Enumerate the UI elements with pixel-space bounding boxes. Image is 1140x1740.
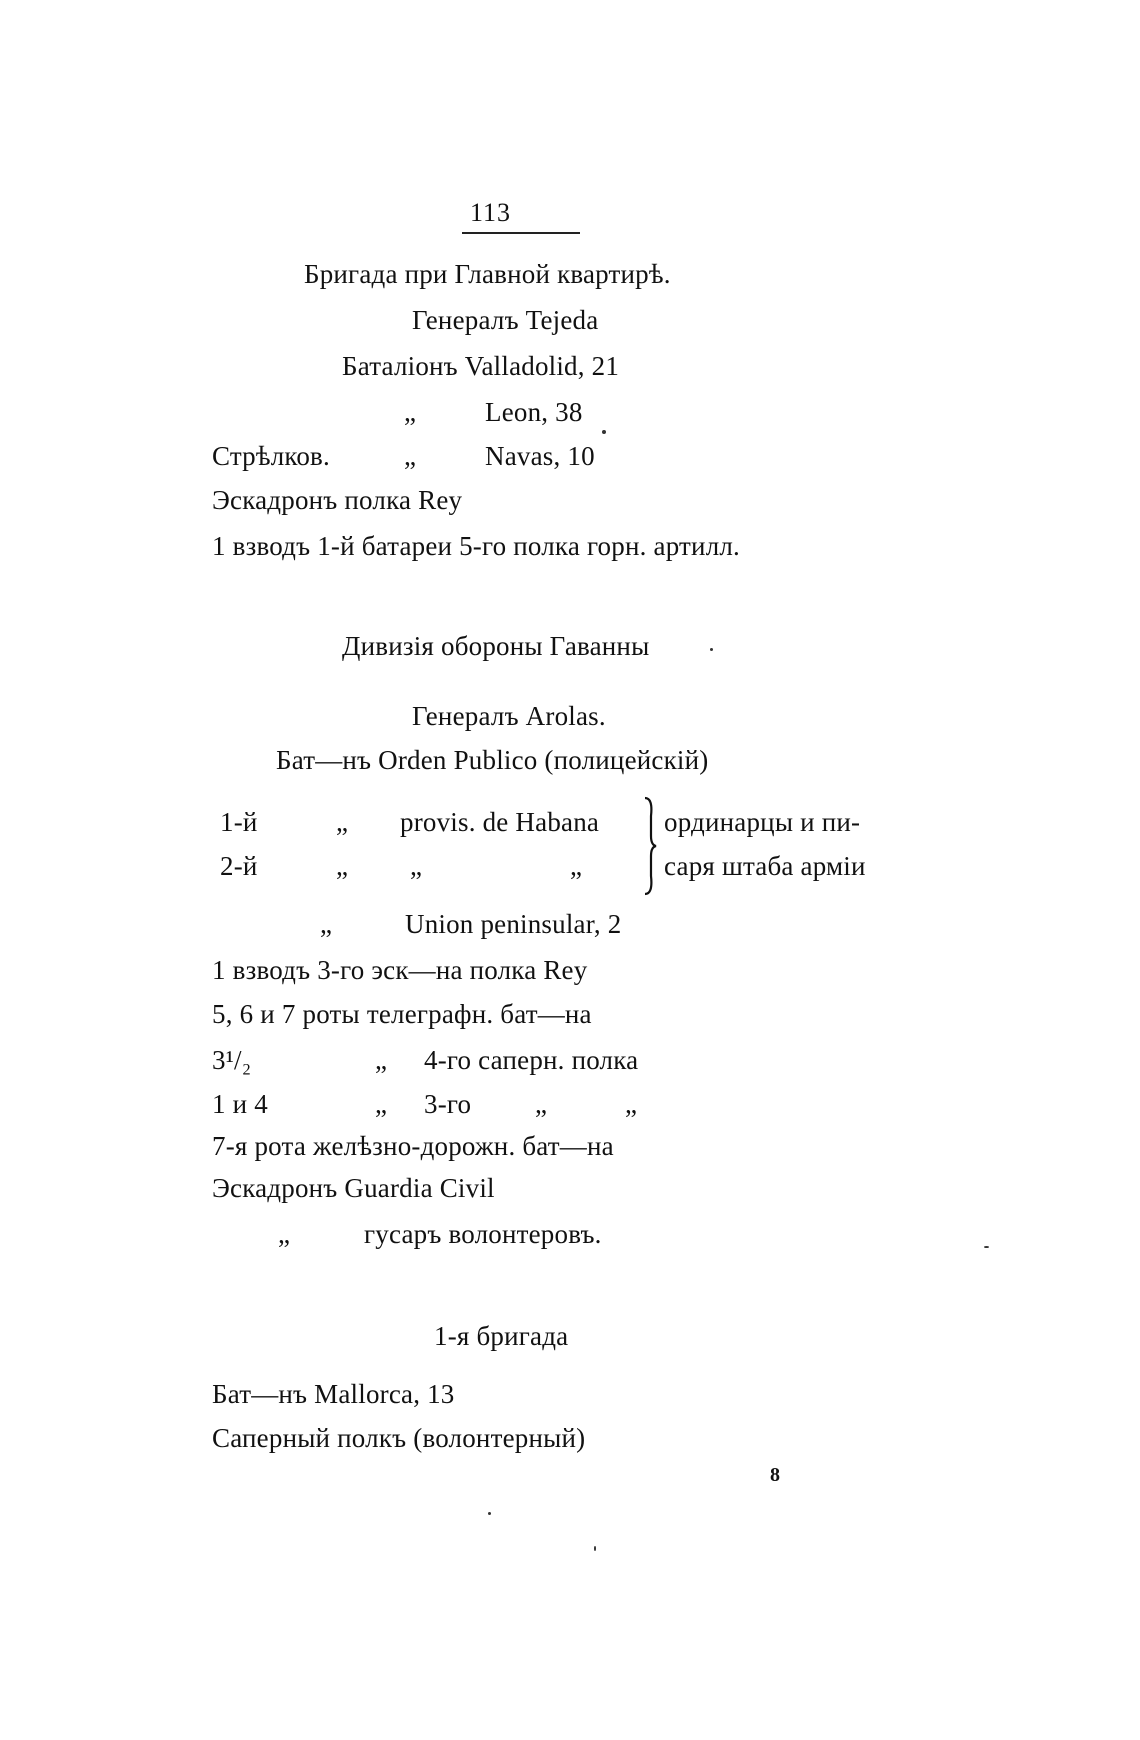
section2-telegraph-companies: 5, 6 и 7 роты телеграфн. бат—на	[212, 999, 592, 1029]
section1-squadron: Эскадронъ полка Rey	[212, 485, 463, 515]
section3-battalion-mallorca: Бат—нъ Mallorca, 13	[212, 1379, 455, 1409]
sapper2-ditto-mark: „	[625, 1089, 638, 1119]
sapper2-number: 1 и 4	[212, 1089, 268, 1119]
section3-sapper-regiment: Саперный полкъ (волонтерный)	[212, 1423, 586, 1453]
row2-ditto-mark: „	[570, 851, 583, 881]
scan-speck	[602, 430, 606, 434]
section1-battalion-navas: Navas, 10	[485, 441, 595, 471]
scan-speck	[594, 1546, 596, 1551]
section1-riflemen-label: Стрѣлков.	[212, 441, 330, 471]
section2-commander: Генералъ Arolas.	[412, 701, 606, 731]
sapper2-ditto-mark: „	[375, 1089, 388, 1119]
union-ditto-mark: „	[320, 909, 333, 939]
sapper1-number: 3¹/₂	[212, 1045, 252, 1075]
section1-battalion-valladolid: Баталіонъ Valladolid, 21	[342, 351, 620, 381]
hussar-ditto-mark: „	[278, 1219, 291, 1249]
section1-ditto-mark: „	[404, 397, 417, 427]
page-number: 113	[470, 198, 512, 227]
sapper2-text: 3-го	[424, 1089, 472, 1119]
bracket-note-line2: саря штаба арміи	[664, 851, 866, 881]
signature-mark: 8	[770, 1464, 780, 1486]
section2-hussars: гусаръ волонтеровъ.	[364, 1219, 602, 1249]
sapper2-ditto-mark: „	[535, 1089, 548, 1119]
section1-battalion-leon: Leon, 38	[485, 397, 583, 427]
section2-guardia-civil: Эскадронъ Guardia Civil	[212, 1173, 495, 1203]
row1-battalion-name: provis. de Habana	[400, 807, 600, 837]
page-number-rule	[462, 232, 580, 234]
section1-title: Бригада при Главной квартирѣ.	[304, 259, 671, 289]
section2-battalion-orden-publico: Бат—нъ Orden Publico (полицейскій)	[276, 745, 709, 775]
section1-commander: Генералъ Tejeda	[412, 305, 599, 335]
curly-brace-icon	[643, 796, 657, 896]
row1-ditto-mark: „	[336, 807, 349, 837]
row2-ditto-mark: „	[410, 851, 423, 881]
row1-number: 1-й	[220, 807, 258, 837]
section2-title: Дивизія обороны Гаванны	[342, 631, 650, 661]
scan-speck	[710, 648, 713, 651]
row2-number: 2-й	[220, 851, 258, 881]
section1-ditto-mark: „	[404, 441, 417, 471]
sapper1-text: 4-го саперн. полка	[424, 1045, 639, 1075]
bracket-note-line1: ординарцы и пи-	[664, 807, 861, 837]
section2-platoon: 1 взводъ 3-го эск—на полка Rey	[212, 955, 588, 985]
scan-speck	[984, 1246, 989, 1248]
section2-railway-company: 7-я рота желѣзно-дорожн. бат—на	[212, 1131, 614, 1161]
section1-platoon: 1 взводъ 1-й батареи 5-го полка горн. артилл.	[212, 531, 740, 561]
section3-title: 1-я бригада	[434, 1321, 569, 1351]
scan-speck	[488, 1512, 491, 1515]
section2-union-peninsular: Union peninsular, 2	[405, 909, 622, 939]
sapper1-ditto-mark: „	[375, 1045, 388, 1075]
row2-ditto-mark: „	[336, 851, 349, 881]
